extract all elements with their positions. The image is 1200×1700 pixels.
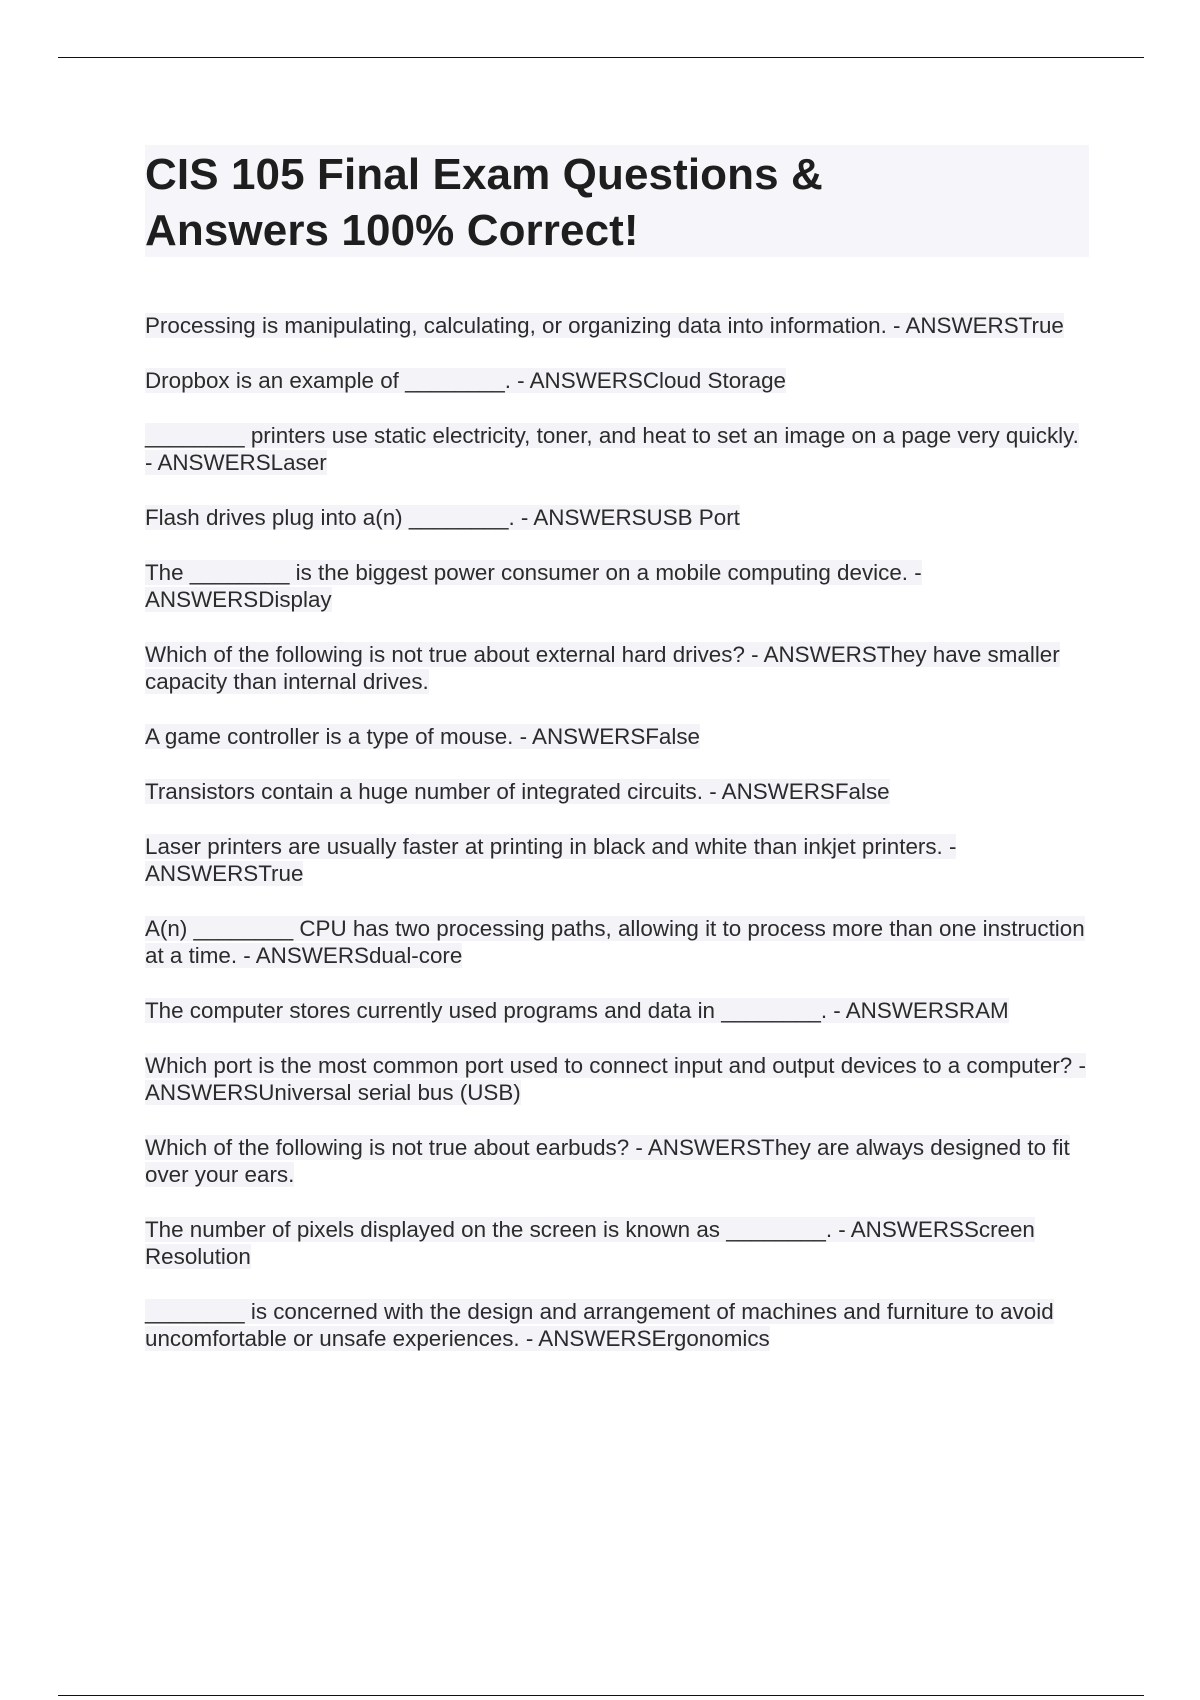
qa-item — [145, 1216, 1089, 1270]
qa-text: Laser printers are usually faster at printing in black and white than inkjet printers. - ANSWERSTrue — [145, 834, 957, 886]
qa-item — [145, 1052, 1089, 1106]
qa-item — [145, 833, 1089, 887]
qa-item — [145, 422, 1089, 476]
qa-text: A(n) ________ CPU has two processing paths, allowing it to process more than one instruction at a time. - ANSWERSdual-core — [145, 916, 1085, 968]
qa-item — [145, 367, 1089, 394]
top-rule — [58, 57, 1144, 58]
qa-item — [145, 504, 1089, 531]
qa-item — [145, 312, 1089, 339]
document-title — [145, 147, 1089, 259]
qa-item — [145, 1298, 1089, 1352]
qa-item — [145, 723, 1089, 750]
qa-item — [145, 641, 1089, 695]
qa-item — [145, 778, 1089, 805]
qa-text: ________ printers use static electricity, toner, and heat to set an image on a page very quickly. - ANSWERSLaser — [145, 423, 1079, 475]
qa-text: Flash drives plug into a(n) ________. - ANSWERSUSB Port — [145, 505, 740, 530]
qa-text: Transistors contain a huge number of integrated circuits. - ANSWERSFalse — [145, 779, 890, 804]
qa-text: The computer stores currently used programs and data in ________. - ANSWERSRAM — [145, 998, 1009, 1023]
qa-text: Which of the following is not true about external hard drives? - ANSWERSThey have smaller capacity than internal drives. — [145, 642, 1060, 694]
qa-text: The ________ is the biggest power consumer on a mobile computing device. - ANSWERSDisplay — [145, 560, 922, 612]
title-line-2: Answers 100% Correct! — [145, 206, 639, 255]
qa-text: Dropbox is an example of ________. - ANSWERSCloud Storage — [145, 368, 786, 393]
bottom-rule — [58, 1695, 1144, 1696]
qa-text: Which of the following is not true about earbuds? - ANSWERSThey are always designed to fit over your ears. — [145, 1135, 1070, 1187]
title-block — [145, 145, 1089, 257]
title-line-1: CIS 105 Final Exam Questions & — [145, 150, 823, 199]
qa-item — [145, 997, 1089, 1024]
qa-text: Processing is manipulating, calculating, or organizing data into information. - ANSWERSTrue — [145, 313, 1064, 338]
question-answer-list — [145, 312, 1089, 1380]
qa-text: The number of pixels displayed on the screen is known as ________. - ANSWERSScreen Resolution — [145, 1217, 1035, 1269]
qa-text: Which port is the most common port used to connect input and output devices to a computer? - ANSWERSUniversal serial bus (USB) — [145, 1053, 1086, 1105]
qa-item — [145, 559, 1089, 613]
qa-item — [145, 1134, 1089, 1188]
qa-item — [145, 915, 1089, 969]
qa-text: ________ is concerned with the design and arrangement of machines and furniture to avoid uncomfortable or unsafe experiences. - ANSWERSErgonomics — [145, 1299, 1054, 1351]
qa-text: A game controller is a type of mouse. - ANSWERSFalse — [145, 724, 701, 749]
